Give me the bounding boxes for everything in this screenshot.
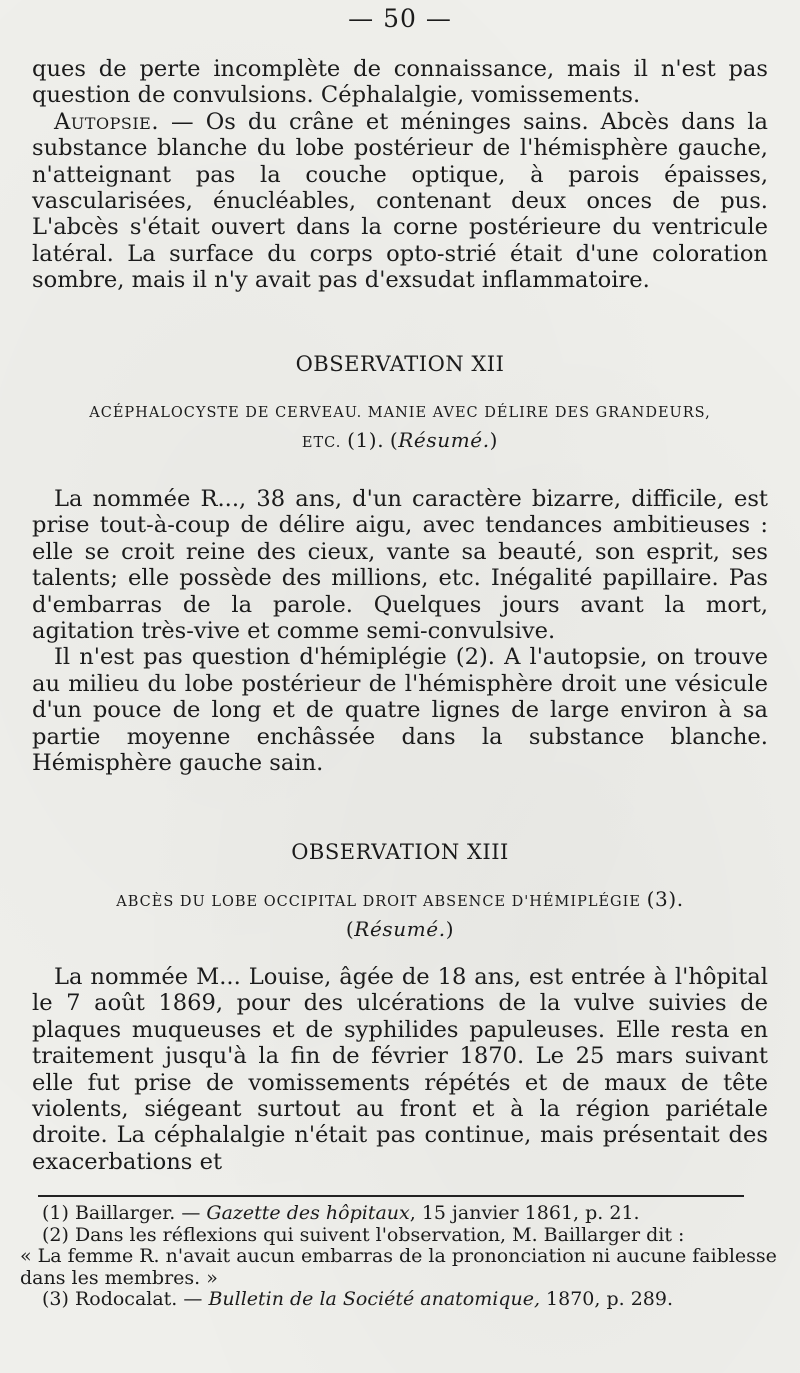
footnote-1 <box>20 1203 780 1225</box>
autopsy-paragraph <box>32 109 768 294</box>
page-number: — 50 — <box>348 4 452 33</box>
obs13-paragraph-1: La nommée M... Louise, âgée de 18 ans, est entrée à l'hôpital le 7 août 1869, pour des ulcérations de la vulve suivies de plaques muqueuses et de syphilides papuleuses. Elle resta en traitement jusqu'à la fin de février 1870. Le 25 mars suivant elle fut prise de vomissements répétés et de maux de tête violents, siégeant surtout au front et à la région pariétale droite. La céphalalgie n'était pas continue, mais présentait des exacerbations et <box>32 964 768 1175</box>
observation-12-title: OBSERVATION XII <box>295 352 505 376</box>
footnote-rule <box>38 1195 744 1197</box>
observation-13-subtitle: ABCÈS DU LOBE OCCIPITAL DROIT ABSENCE D'HÉMIPLÉGIE (3). (Résumé.) <box>116 887 684 941</box>
observation-13-body <box>32 964 768 1175</box>
obs12-subtitle-etc: ETC. <box>301 435 342 451</box>
obs13-subtitle-line1: ABCÈS DU LOBE OCCIPITAL DROIT ABSENCE D'HÉMIPLÉGIE <box>116 894 641 910</box>
footnote-1-date: , 15 janvier 1861, p. 21. <box>409 1202 640 1224</box>
obs12-paragraph-1: La nommée R..., 38 ans, d'un caractère bizarre, difficile, est prise tout-à-coup de délire aigu, avec tendances ambitieuses : elle se croit reine des cieux, vante sa beauté, son esprit, ses talents; elle possède des millions, etc. Inégalité papillaire. Pas d'embarras de la parole. Quelques jours avant la mort, agitation très-vive et comme semi-convulsive. <box>32 486 768 645</box>
autopsy-text: — Os du crâne et méninges sains. Abcès dans la substance blanche du lobe postérieur de l'hémisphère gauche, n'atteignant pas la couche optique, à parois épaisses, vascularisées, énucléables, contenant deux onces de pus. L'abcès s'était ouvert dans la corne postérieure du ventricule latéral. La surface du corps opto-strié était d'une coloration sombre, mais il n'y avait pas d'exsudat inflammatoire. <box>32 108 768 294</box>
obs13-resume: Résumé. <box>354 917 446 941</box>
obs12-paragraph-2: Il n'est pas question d'hémiplégie (2). A l'autopsie, on trouve au milieu du lobe postérieur de l'hémisphère droit une vésicule d'un pouce de long et de quatre lignes de large environ à sa partie moyenne enchâssée dans la substance blanche. Hémisphère gauche sain. <box>32 644 768 777</box>
obs13-footnote-ref: (3). <box>646 887 684 911</box>
footnote-2-quote: « La femme R. n'avait aucun embarras de la prononciation ni aucune faiblesse dans les membres. » <box>20 1245 777 1289</box>
footnote-3 <box>20 1289 780 1311</box>
footnote-3-date: 1870, p. 289. <box>540 1288 674 1310</box>
observation-12-subtitle: ACÉPHALOCYSTE DE CERVEAU. MANIE AVEC DÉLIRE DES GRANDEURS, ETC. (1). (Résumé.) <box>89 405 711 452</box>
autopsy-label: Autopsie. <box>54 108 159 135</box>
footnote-2: (2) Dans les réflexions qui suivent l'observation, M. Baillarger dit : <box>42 1223 685 1246</box>
footnote-1-journal: Gazette des hôpitaux <box>206 1202 410 1224</box>
obs12-resume: Résumé. <box>398 428 490 452</box>
observation-12-body <box>32 486 768 776</box>
top-section <box>32 56 768 294</box>
footnote-3-journal: Bulletin de la Société anatomique, <box>208 1288 540 1310</box>
continuation-paragraph: ques de perte incomplète de connaissance, mais il n'est pas question de convulsions. Céphalalgie, vomissements. <box>32 56 768 109</box>
footnote-1-text: (1) Baillarger. — <box>42 1202 207 1224</box>
obs12-subtitle-line1: ACÉPHALOCYSTE DE CERVEAU. MANIE AVEC DÉLIRE DES GRANDEURS, <box>89 405 711 421</box>
footnotes <box>20 1203 780 1311</box>
observation-13-title: OBSERVATION XIII <box>291 840 509 864</box>
obs12-footnote-ref: (1). <box>347 428 385 452</box>
footnote-3-text: (3) Rodocalat. — <box>42 1288 209 1310</box>
